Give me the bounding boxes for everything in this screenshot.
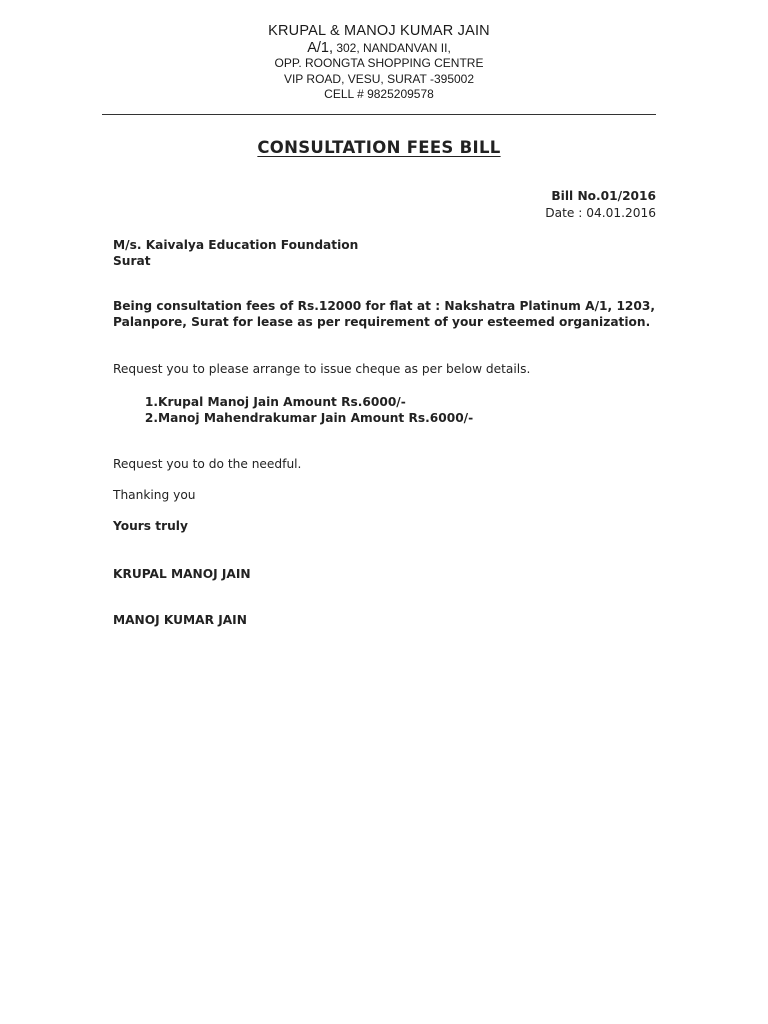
- payee-list-item: [113, 394, 473, 410]
- bill-number: Bill No.01/2016: [551, 189, 656, 203]
- request-needful-text: Request you to do the needful.: [113, 457, 302, 471]
- payee-list-number: 1.: [144, 395, 158, 409]
- body-paragraph: Being consultation fees of Rs.12000 for flat at : Nakshatra Platinum A/1, 1203, Palanpore, Surat for lease as per requirement of your esteemed organization.: [113, 299, 655, 329]
- payee-list-text: Manoj Mahendrakumar Jain Amount Rs.6000/-: [158, 411, 474, 425]
- letterhead-address-rest: 302, NANDANVAN II,: [332, 41, 451, 55]
- thanking-text: Thanking you: [113, 488, 196, 502]
- letterhead-address-line1: [102, 40, 656, 56]
- payee-list-text: Krupal Manoj Jain Amount Rs.6000/-: [158, 395, 406, 409]
- payee-list: [113, 394, 473, 426]
- letterhead: [102, 22, 656, 103]
- letterhead-address-line3: VIP ROAD, VESU, SURAT -395002: [283, 71, 475, 86]
- addressee-city: Surat: [113, 254, 151, 268]
- letterhead-address-unit: A/1,: [307, 40, 333, 56]
- letterhead-address-line2: OPP. ROONGTA SHOPPING CENTRE: [274, 56, 484, 70]
- addressee: [113, 237, 358, 269]
- payee-list-number: 2.: [144, 411, 158, 425]
- request-cheque-text: Request you to please arrange to issue cheque as per below details.: [113, 362, 531, 376]
- payee-list-item: [113, 410, 473, 426]
- letterhead-name: KRUPAL & MANOJ KUMAR JAIN: [268, 23, 490, 39]
- document-title: CONSULTATION FEES BILL: [257, 138, 501, 157]
- addressee-name: M/s. Kaivalya Education Foundation: [113, 238, 359, 252]
- signatory-name: KRUPAL MANOJ JAIN: [113, 567, 251, 581]
- letterhead-divider: [102, 114, 656, 115]
- closing-text: Yours truly: [113, 519, 188, 533]
- letterhead-cell: CELL # 9825209578: [324, 87, 434, 101]
- bill-date: Date : 04.01.2016: [545, 206, 656, 220]
- signatory-name: MANOJ KUMAR JAIN: [113, 613, 247, 627]
